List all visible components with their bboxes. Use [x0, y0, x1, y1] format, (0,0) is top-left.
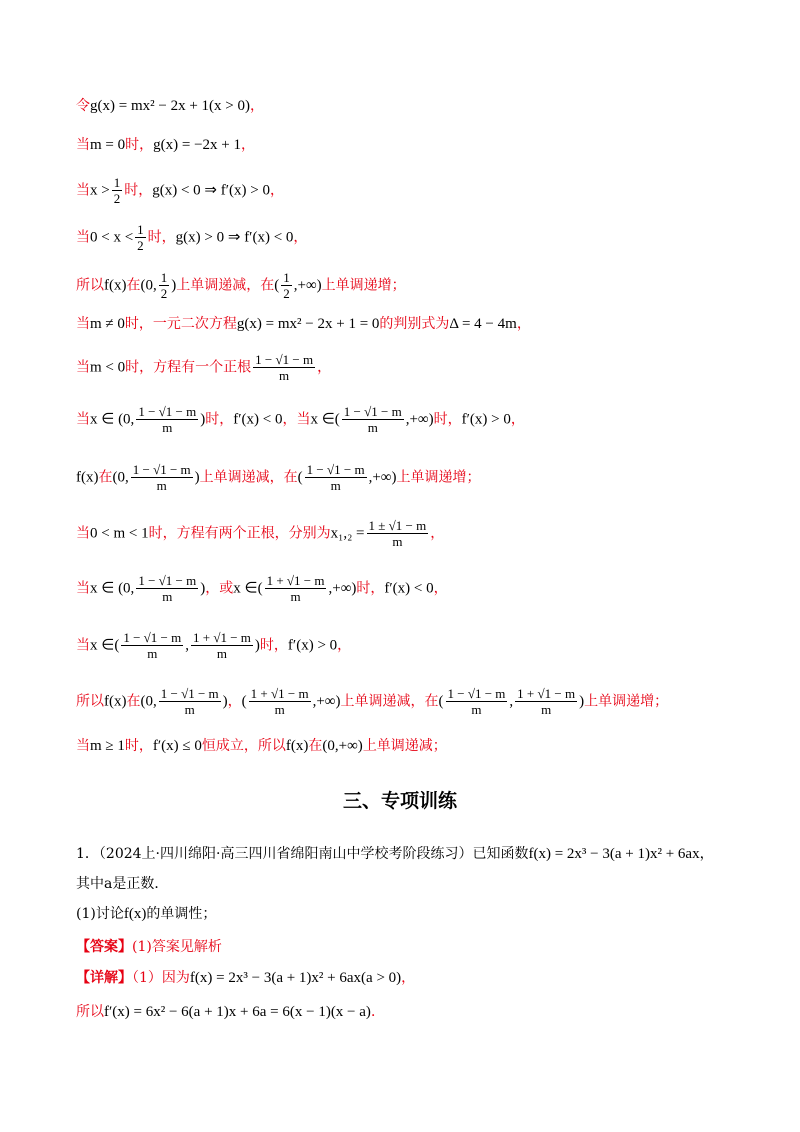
fraction-denominator: 2 [283, 286, 290, 301]
math: f(x) [104, 277, 127, 294]
fraction-denominator: m [471, 702, 482, 717]
math: 0 < x < [90, 229, 134, 246]
text: ， [293, 229, 308, 246]
exercise-line-2: 其中a是正数． [76, 876, 169, 892]
fraction-denominator: 2 [137, 238, 144, 253]
solution-line-1 [76, 94, 736, 118]
text: 上单调递减，在 [176, 277, 275, 294]
text: 上单调递减； [362, 738, 447, 754]
math: Δ = 4 − 4m [449, 316, 517, 332]
solution-line-9: f(x)在(0, $\frac{1 - √1 - m}{m}$ )上单调递减，在( $\frac{1 - √1 - m}{m}$ ,+∞)上单调递增； [76, 462, 481, 493]
text: ， [337, 637, 352, 654]
fraction-numerator: 1 + √1 − m [266, 573, 325, 588]
text: 所以 [76, 693, 104, 710]
text: ， [433, 580, 448, 597]
text: 在 [126, 277, 141, 294]
fraction-numerator: 1 − √1 − m [255, 352, 314, 367]
math: f′(x) < 0 [233, 411, 283, 428]
text: 时， [356, 580, 385, 597]
math: ,+∞) [328, 580, 357, 597]
fraction-numerator: 1 − √1 − m [160, 686, 219, 701]
exercise-source: （2024上·四川绵阳·高三四川省绵阳南山中学校考阶段练习）已知函数 [98, 846, 529, 862]
text: 令 [76, 98, 90, 114]
text: 的单调性； [146, 906, 217, 922]
text: ， [227, 693, 242, 710]
solution-line-14 [76, 734, 736, 758]
math: x ∈ (0, [90, 580, 135, 597]
solution-line-12: 当x ∈( $\frac{1 - √1 - m}{m}$ , $\frac{1 + √1 - m}{m}$ )时，f′(x) > 0， [76, 630, 352, 661]
fraction-denominator: m [162, 589, 173, 604]
text: ， [516, 316, 531, 332]
text: (1)讨论 [76, 906, 124, 922]
text: 时， [124, 182, 153, 199]
math: x₁,₂ = [330, 525, 365, 542]
fraction-numerator: 1 + √1 − m [193, 630, 251, 645]
math: f′(x) > 0 [461, 411, 511, 428]
math: x ∈ [233, 580, 258, 597]
text: ，或 [205, 580, 234, 597]
fraction-half [159, 270, 170, 301]
math-interval-open: (0, [140, 277, 157, 294]
solution-line-6 [76, 312, 736, 336]
text: 当 [76, 316, 90, 332]
fraction-numerator: 1 [137, 222, 144, 237]
text: 时， [147, 229, 176, 246]
fraction-root-minus [131, 462, 193, 493]
math: f(x) = 2x³ − 3(a + 1)x² + 6ax [528, 846, 700, 862]
math: f′(x) ≤ 0 [152, 738, 202, 754]
math: 0 < m < 1 [90, 525, 149, 542]
fraction-denominator: m [541, 702, 552, 717]
section-heading: 三、专项训练 [342, 790, 457, 812]
math: x > [90, 182, 110, 199]
solution-line-7 [76, 352, 736, 383]
text: ， [401, 970, 416, 986]
text: ， [317, 359, 332, 376]
math: g(x) < 0 ⇒ f′(x) > 0 [152, 182, 270, 199]
text: 当 [76, 580, 90, 597]
math: g(x) = −2x + 1 [153, 137, 242, 153]
fraction-root-plus [265, 573, 327, 604]
fraction-denominator: m [156, 478, 167, 493]
text: 当 [76, 738, 90, 754]
math: ,+∞) [405, 411, 434, 428]
math: f′(x) > 0 [287, 637, 338, 654]
text: ， [699, 846, 714, 862]
text: 上单调递增； [321, 277, 406, 294]
fraction-root-plus [249, 686, 311, 717]
math: f(x) [123, 906, 147, 922]
fraction-root-plus [515, 686, 577, 717]
math: f′(x) = 6x² − 6(a + 1)x + 6a = 6(x − 1)(x − a) [104, 1004, 371, 1020]
fraction-root-minus [342, 404, 404, 435]
fraction-denominator: m [147, 646, 158, 661]
math-interval-close: ,+∞) [293, 277, 322, 294]
fraction-denominator: m [274, 702, 285, 717]
fraction-numerator: 1 [160, 270, 168, 285]
text: 上单调递减，在 [199, 469, 298, 486]
fraction-denominator: 2 [160, 286, 168, 301]
text: 时， [205, 411, 234, 428]
fraction-root-minus [446, 686, 508, 717]
math: x ∈ (0, [90, 411, 135, 428]
text: ． [370, 1004, 385, 1020]
fraction-numerator: 1 − √1 − m [306, 462, 365, 477]
solution-line-3 [76, 175, 736, 206]
exercise-line-1 [76, 842, 736, 866]
text: ， [269, 182, 284, 199]
fraction-numerator: 1 − √1 − m [447, 686, 506, 701]
text: 上单调递增； [584, 693, 669, 710]
text: 恒成立，所以 [201, 738, 286, 754]
text: 当 [76, 182, 90, 199]
text: 当 [76, 637, 90, 654]
text: 当 [76, 137, 90, 153]
fraction-numerator: 1 [113, 175, 121, 190]
math: ,+∞) [312, 693, 341, 710]
fraction-root-minus [121, 630, 183, 661]
detail-line [76, 966, 736, 990]
math: (0,+∞) [322, 738, 363, 754]
solution-line-8: 当x ∈ (0, $\frac{1 - √1 - m}{m}$ )时，f′(x) < 0，当x ∈( $\frac{1 - √1 - m}{m}$ ,+∞)时，f′(x) > 0， [76, 404, 525, 435]
text: 时，方程有两个正根，分别为 [148, 525, 331, 542]
math: f(x) [104, 693, 127, 710]
math: m < 0 [90, 359, 126, 376]
fraction-root-minus [159, 686, 221, 717]
text: 时， [259, 637, 288, 654]
fraction-numerator: 1 ± √1 − m [368, 518, 427, 533]
text: ， [249, 98, 264, 114]
math: g(x) = mx² − 2x + 1 = 0 [236, 316, 380, 332]
fraction-numerator: 1 − √1 − m [123, 630, 182, 645]
fraction-half [281, 270, 292, 301]
text: 上单调递减，在 [340, 693, 439, 710]
solution-line-4 [76, 222, 736, 253]
text: 当 [76, 229, 90, 246]
text: 时， [124, 738, 153, 754]
answer-line [76, 935, 736, 959]
text: 在 [308, 738, 323, 754]
math: f(x) = 2x³ − 3(a + 1)x² + 6ax(a > 0) [189, 970, 402, 986]
math: f′(x) < 0 [384, 580, 434, 597]
math: m ≠ 0 [90, 316, 125, 332]
fraction-root-minus [253, 352, 315, 383]
answer-text: (1)答案见解析 [132, 939, 222, 955]
text: ， [241, 137, 256, 153]
math: f(x) [76, 469, 99, 486]
fraction-numerator: 1 − √1 − m [138, 404, 197, 419]
math: f(x) [285, 738, 309, 754]
fraction-root-plus [191, 630, 253, 661]
solution-line-10 [76, 518, 736, 549]
fraction-denominator: m [162, 420, 173, 435]
fraction-root-pm [367, 518, 429, 549]
text: 在 [98, 469, 113, 486]
text: 当 [76, 359, 90, 376]
solution-line-11: 当x ∈ (0, $\frac{1 - √1 - m}{m}$ )，或x ∈( $\frac{1 + √1 - m}{m}$ ,+∞)时，f′(x) < 0， [76, 573, 448, 604]
fraction-root-minus [136, 404, 198, 435]
text: 在 [126, 693, 141, 710]
exercise-number: 1． [76, 846, 99, 862]
fraction-denominator: m [367, 420, 378, 435]
text: ， [430, 525, 445, 542]
detail-tag: 【详解】 [76, 970, 132, 986]
solution-line-2 [76, 133, 736, 157]
solution-line-5: 所以f(x)在(0, $\frac{1}{2}$ )上单调递减，在( $\frac{1}{2}$ ,+∞)上单调递增； [76, 270, 406, 301]
text: 时， [125, 137, 154, 153]
math: g(x) > 0 ⇒ f′(x) < 0 [175, 229, 294, 246]
fraction-half [112, 175, 123, 206]
fraction-numerator: 1 − √1 − m [343, 404, 402, 419]
fraction-numerator: 1 − √1 − m [138, 573, 197, 588]
math: x ∈ [310, 411, 335, 428]
fraction-numerator: 1 + √1 − m [517, 686, 576, 701]
fraction-numerator: 1 + √1 − m [250, 686, 309, 701]
solution-line-13: 所以f(x)在(0, $\frac{1 - √1 - m}{m}$ )，( $\frac{1 + √1 - m}{m}$ ,+∞)上单调递减，在( $\frac{1 - √1 - m}{m}$ , $\frac{1 + √1 - m}{m}$ )上单调递增； [76, 686, 669, 717]
derivative-line [76, 1000, 736, 1024]
text: 的判别式为 [379, 316, 450, 332]
fraction-denominator: m [290, 589, 301, 604]
text: 时，一元二次方程 [124, 316, 237, 332]
text: 时，方程有一个正根 [125, 359, 252, 376]
math: ,+∞) [368, 469, 397, 486]
fraction-root-minus [305, 462, 367, 493]
text: 时， [433, 411, 462, 428]
text: 所以 [76, 1004, 104, 1020]
math: m = 0 [90, 137, 126, 153]
text: 当 [76, 411, 90, 428]
fraction-half [135, 222, 146, 253]
math: (0, [112, 469, 129, 486]
text: ，当 [282, 411, 311, 428]
text: 所以 [76, 277, 104, 294]
answer-tag: 【答案】 [76, 939, 132, 955]
math: m ≥ 1 [90, 738, 125, 754]
fraction-denominator: 2 [113, 191, 121, 206]
fraction-denominator: m [184, 702, 195, 717]
fraction-denominator: m [330, 478, 341, 493]
fraction-root-minus [136, 573, 198, 604]
text: 上单调递增； [396, 469, 481, 486]
text: （1）因为 [132, 970, 190, 986]
question-1 [76, 902, 736, 926]
fraction-denominator: m [216, 646, 228, 661]
math-g-definition: g(x) = mx² − 2x + 1(x > 0) [90, 98, 250, 114]
math: x ∈ [90, 637, 115, 654]
text: 当 [76, 525, 90, 542]
fraction-denominator: m [392, 534, 403, 549]
fraction-numerator: 1 [283, 270, 290, 285]
text: ， [510, 411, 525, 428]
math: (0, [140, 693, 157, 710]
fraction-denominator: m [279, 368, 290, 383]
fraction-numerator: 1 − √1 − m [132, 462, 191, 477]
